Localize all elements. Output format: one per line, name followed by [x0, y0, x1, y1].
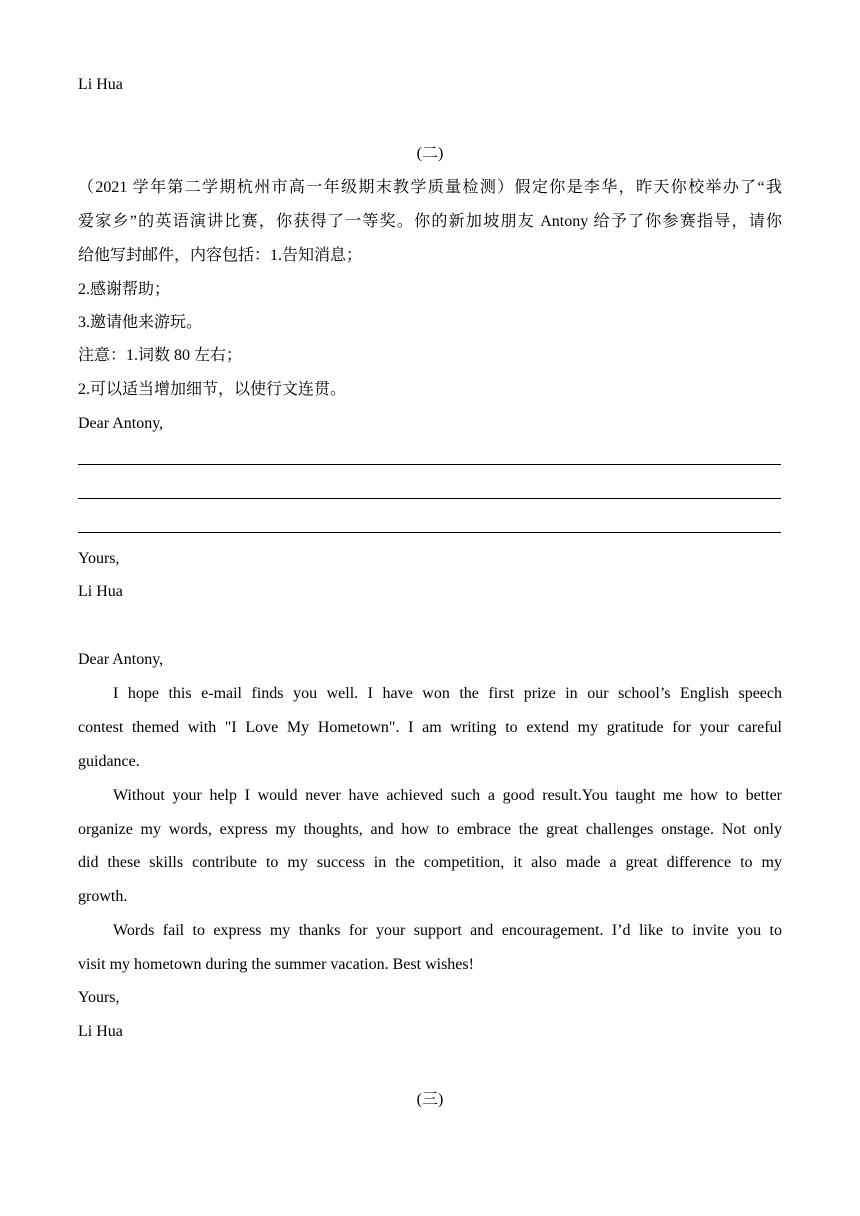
prompt-line-1: （2021 学年第二学期杭州市高一年级期末教学质量检测）假定你是李华，昨天你校举办了“我 — [78, 179, 782, 196]
essay-p2-line-3: did these skills contribute to my success in the competition, it also made a great difference to my — [78, 854, 782, 871]
prompt-line-3: 给他写封邮件，内容包括：1.告知消息； — [78, 247, 363, 264]
answer-blank-line-1[interactable] — [78, 464, 781, 465]
essay-p1-line-2: contest themed with "I Love My Hometown". I am writing to extend my gratitude for your careful — [78, 719, 782, 736]
prompt-line-5: 3.邀请他来游玩。 — [78, 314, 203, 331]
essay-p3-line-1: Words fail to express my thanks for your support and encouragement. I’d like to invite you to — [113, 922, 782, 939]
prompt-line-6: 注意：1.词数 80 左右； — [78, 347, 243, 364]
essay-p1-line-1: I hope this e-mail finds you well. I have won the first prize in our school’s English speech — [113, 685, 782, 702]
answer-signature: Li Hua — [78, 583, 123, 600]
answer-blank-line-3[interactable] — [78, 532, 781, 533]
top-signature: Li Hua — [78, 76, 123, 93]
essay-p2-line-2: organize my words, express my thoughts, and how to embrace the great challenges onstage. Not only — [78, 821, 782, 838]
section-2-heading: (二) — [416, 145, 444, 162]
section-3-heading: (三) — [416, 1091, 444, 1108]
answer-closing: Yours, — [78, 550, 120, 567]
prompt-line-4: 2.感谢帮助； — [78, 281, 171, 298]
answer-salutation: Dear Antony, — [78, 415, 164, 432]
essay-signature: Li Hua — [78, 1023, 123, 1040]
essay-p1-line-3: guidance. — [78, 753, 140, 770]
essay-p2-line-1: Without your help I would never have achieved such a good result.You taught me how to better — [113, 787, 782, 804]
answer-blank-line-2[interactable] — [78, 498, 781, 499]
prompt-line-7: 2.可以适当增加细节，以使行文连贯。 — [78, 381, 347, 398]
essay-salutation: Dear Antony, — [78, 651, 164, 668]
prompt-line-2: 爱家乡”的英语演讲比赛，你获得了一等奖。你的新加坡朋友 Antony 给予了你参赛指导，请你 — [78, 213, 782, 230]
essay-closing: Yours, — [78, 989, 120, 1006]
essay-p2-line-4: growth. — [78, 888, 128, 905]
essay-p3-line-2: visit my hometown during the summer vacation. Best wishes! — [78, 956, 474, 973]
